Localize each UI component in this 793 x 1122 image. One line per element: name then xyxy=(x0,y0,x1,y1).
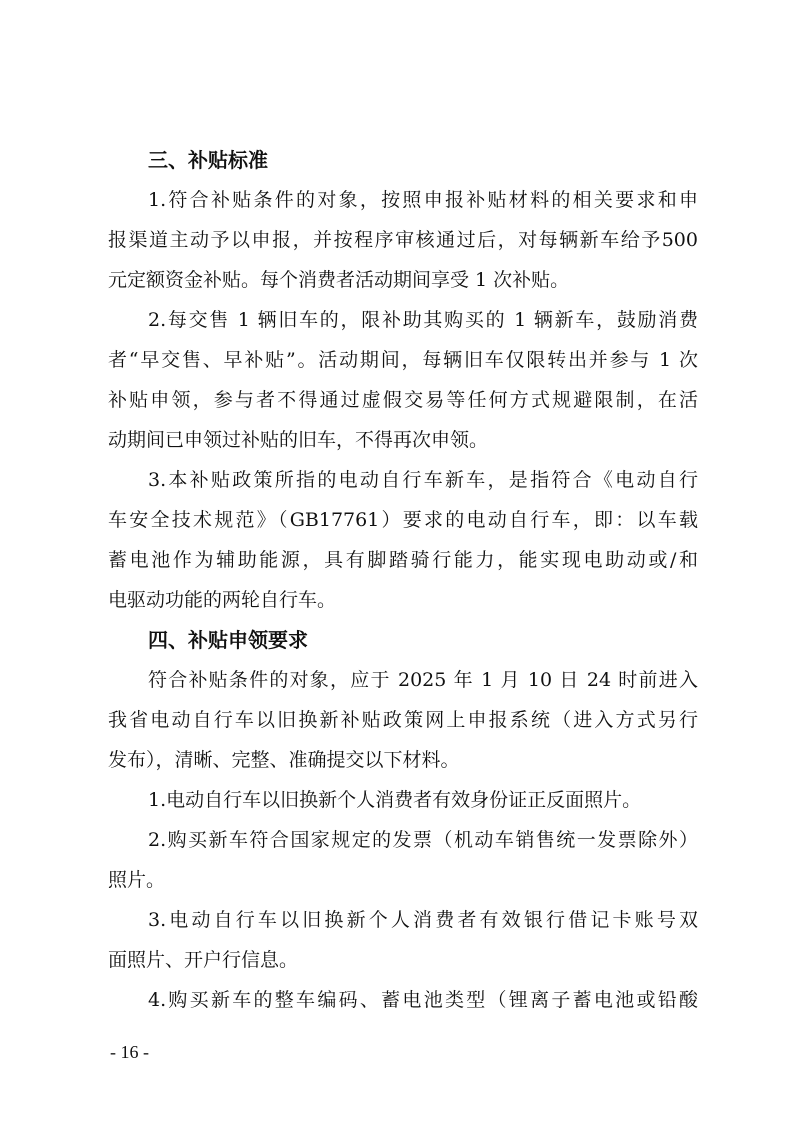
paragraph xyxy=(108,660,698,780)
section-heading-subsidy-standard: 三、补贴标准 xyxy=(148,148,268,172)
text-line: 电驱动功能的两轮自行车。 xyxy=(108,589,337,611)
paragraph xyxy=(108,820,698,900)
text-line: 动期间已申领过补贴的旧车，不得再次申领。 xyxy=(108,429,489,451)
page-number: - 16 - xyxy=(110,1042,149,1062)
text-line: 我省电动自行车以旧换新补贴政策网上申报系统（进入方式另行 xyxy=(108,709,698,731)
paragraph xyxy=(108,460,698,620)
text-line: 4.购买新车的整车编码、蓄电池类型（锂离子蓄电池或铅酸 xyxy=(148,989,698,1011)
text-line: 车安全技术规范》（GB17761）要求的电动自行车，即：以车载 xyxy=(108,509,698,531)
text-line: 元定额资金补贴。每个消费者活动期间享受 1 次补贴。 xyxy=(108,269,570,291)
paragraph xyxy=(108,980,698,1020)
document-body xyxy=(108,140,698,1020)
text-line: 照片。 xyxy=(108,869,166,891)
text-line: 发布），清晰、完整、准确提交以下材料。 xyxy=(108,749,460,771)
text-line: 报渠道主动予以申报，并按程序审核通过后，对每辆新车给予500 xyxy=(108,229,698,251)
text-line: 补贴申领，参与者不得通过虚假交易等任何方式规避限制，在活 xyxy=(108,389,698,411)
text-line: 2.购买新车符合国家规定的发票（机动车销售统一发票除外） xyxy=(148,829,698,851)
text-line: 3.电动自行车以旧换新个人消费者有效银行借记卡账号双 xyxy=(148,909,698,931)
text-line: 蓄电池作为辅助能源，具有脚踏骑行能力，能实现电助动或/和 xyxy=(108,549,698,571)
paragraph xyxy=(108,780,698,820)
paragraph xyxy=(108,900,698,980)
text-line: 2.每交售 1 辆旧车的，限补助其购买的 1 辆新车，鼓励消费 xyxy=(148,309,698,331)
text-line: 3.本补贴政策所指的电动自行车新车，是指符合《电动自行 xyxy=(148,469,698,491)
text-line: 面照片、开户行信息。 xyxy=(108,949,299,971)
section-heading-application-requirements: 四、补贴申领要求 xyxy=(148,628,308,652)
text-line: 1.符合补贴条件的对象，按照申报补贴材料的相关要求和申 xyxy=(148,189,698,211)
text-line: 符合补贴条件的对象，应于 2025 年 1 月 10 日 24 时前进入 xyxy=(148,669,698,691)
text-line: 者“早交售、早补贴”。活动期间，每辆旧车仅限转出并参与 1 次 xyxy=(108,349,698,371)
text-line: 1.电动自行车以旧换新个人消费者有效身份证正反面照片。 xyxy=(148,789,642,811)
paragraph xyxy=(108,180,698,300)
paragraph xyxy=(108,300,698,460)
